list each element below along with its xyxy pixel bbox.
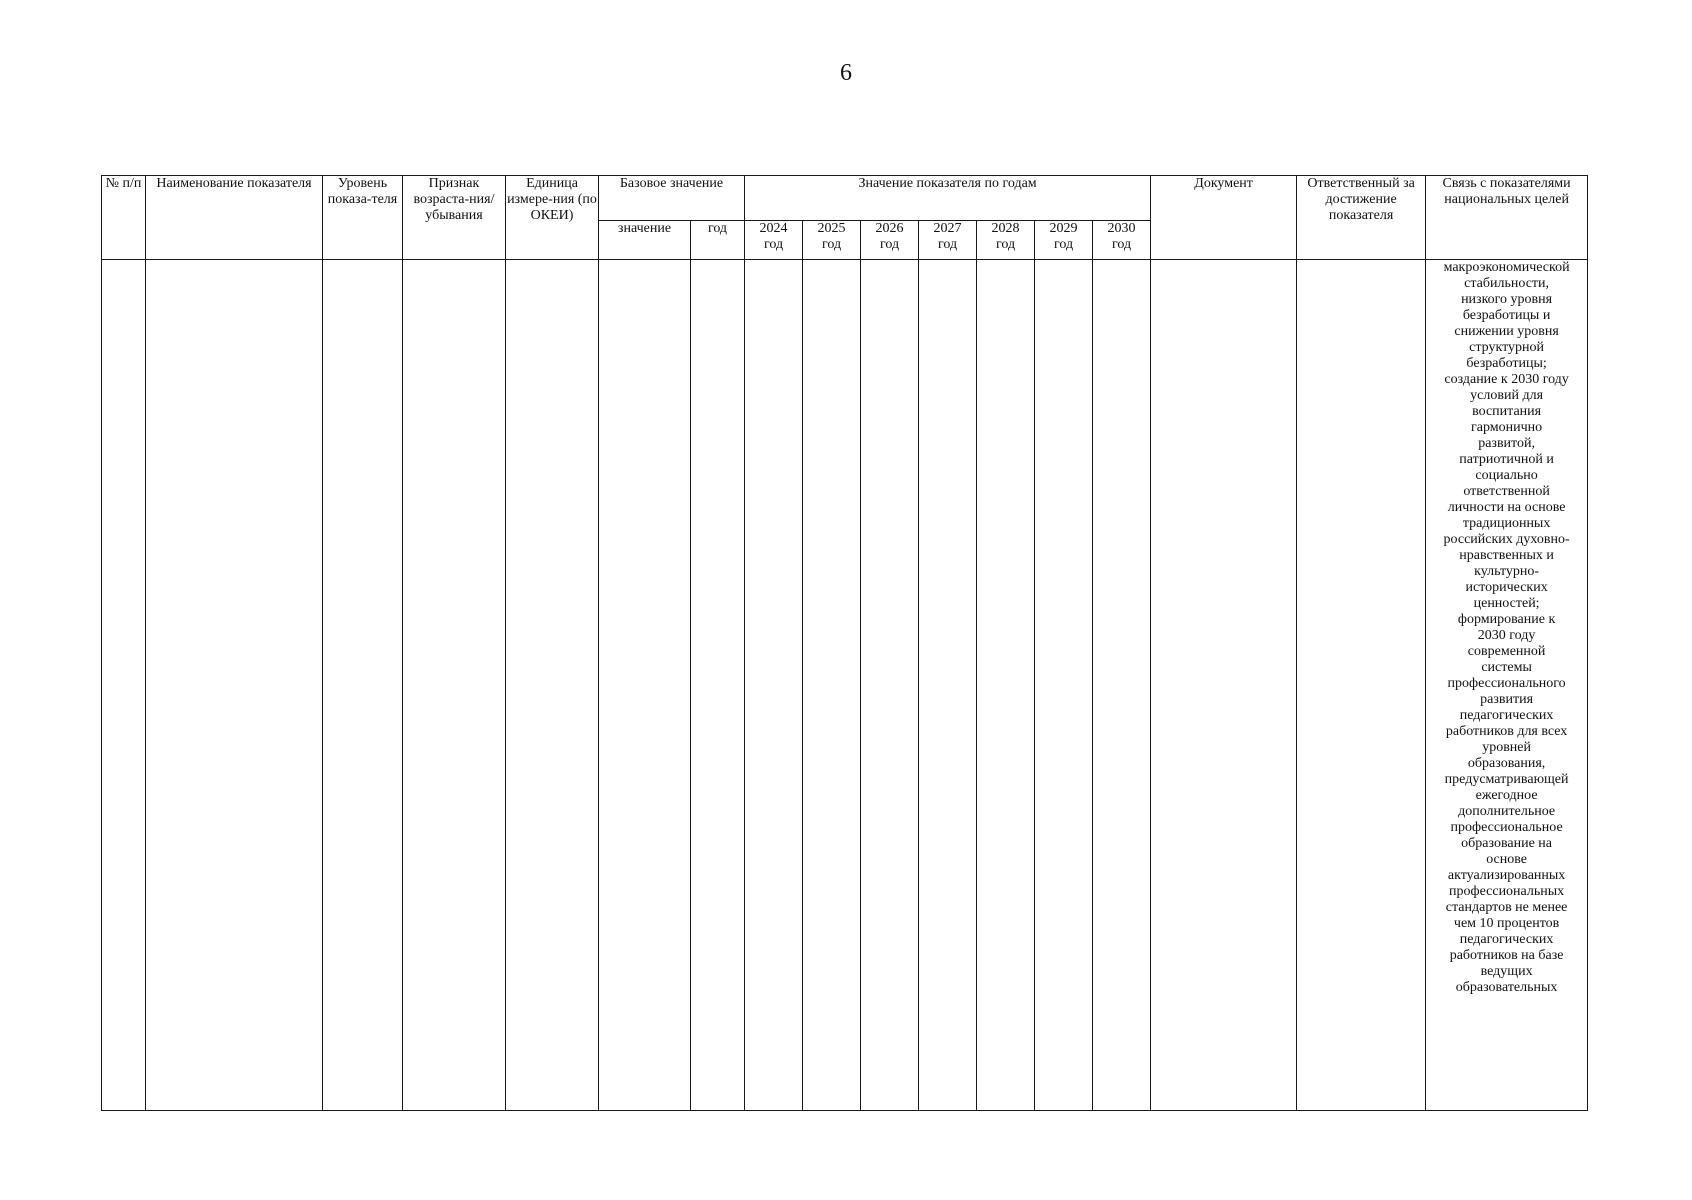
- goal-text-line: образовательных: [1455, 980, 1558, 995]
- header-year-2026: 2026 год: [861, 221, 919, 260]
- header-base-value: значение: [599, 221, 691, 260]
- goal-text-line: педагогических: [1459, 932, 1554, 947]
- goal-text-line: развития: [1480, 692, 1534, 707]
- cell-national-goals-link: [1426, 260, 1588, 1111]
- goal-text-line: безработицы;: [1466, 356, 1547, 371]
- cell-2026: [861, 260, 919, 1111]
- goal-text-line: чем 10 процентов: [1453, 916, 1560, 931]
- header-year-2027: 2027 год: [919, 221, 977, 260]
- goal-text-line: ценностей;: [1473, 596, 1540, 611]
- header-num: № п/п: [102, 176, 146, 260]
- header-name: Наименование показателя: [146, 176, 323, 260]
- goal-text-line: предусматривающей: [1444, 772, 1569, 787]
- goal-text-line: культурно-: [1474, 564, 1540, 579]
- header-year-2028: 2028 год: [977, 221, 1035, 260]
- cell-unit: [506, 260, 599, 1111]
- header-level: Уровень показа-теля: [323, 176, 403, 260]
- goal-text-line: условий для: [1470, 388, 1544, 403]
- cell-2027: [919, 260, 977, 1111]
- header-row-1: [102, 176, 1588, 221]
- goal-text-line: формирование к: [1457, 612, 1556, 627]
- goal-text-line: ведущих: [1480, 964, 1533, 979]
- cell-level: [323, 260, 403, 1111]
- goal-text-line: стабильности,: [1464, 276, 1550, 291]
- goal-text-line: дополнительное: [1458, 804, 1556, 819]
- cell-2024: [745, 260, 803, 1111]
- cell-2028: [977, 260, 1035, 1111]
- goal-text-line: социально: [1475, 468, 1538, 483]
- goal-text-line: педагогических: [1459, 708, 1554, 723]
- goal-text-line: современной: [1467, 644, 1546, 659]
- goal-text-line: безработицы и: [1462, 308, 1551, 323]
- header-unit: Единица измере-ния (по ОКЕИ): [506, 176, 599, 260]
- page-number: 6: [840, 60, 852, 86]
- goal-text-line: ответственной: [1463, 484, 1550, 499]
- goal-text-line: профессионального: [1447, 676, 1566, 691]
- goal-text-line: системы: [1481, 660, 1532, 675]
- goal-text-line: профессиональных: [1449, 884, 1565, 899]
- header-trend: Признак возраста-ния/ убывания: [403, 176, 506, 260]
- goal-text-line: 2030 году: [1477, 628, 1536, 643]
- goal-text-line: стандартов не менее: [1445, 900, 1568, 915]
- header-year-2025: 2025 год: [803, 221, 861, 260]
- goal-text-line: профессиональное: [1450, 820, 1563, 835]
- header-national-goals-link: Связь с показателями национальных целей: [1426, 176, 1588, 260]
- goal-text-line: основе: [1486, 852, 1527, 867]
- goal-text-line: исторических: [1465, 580, 1548, 595]
- goal-text-line: гармонично: [1471, 420, 1543, 435]
- cell-base-year: [691, 260, 745, 1111]
- goal-text-line: патриотичной и: [1459, 452, 1554, 467]
- goal-text-line: нравственных и: [1459, 548, 1554, 563]
- cell-num: [102, 260, 146, 1111]
- cell-2030: [1093, 260, 1151, 1111]
- goal-text-line: образования,: [1467, 756, 1546, 771]
- cell-2029: [1035, 260, 1093, 1111]
- goal-text-line: воспитания: [1472, 404, 1542, 419]
- goal-text-line: макроэкономической: [1443, 260, 1570, 275]
- header-document: Документ: [1151, 176, 1297, 260]
- goal-text-line: работников на базе: [1449, 948, 1564, 963]
- cell-base-value: [599, 260, 691, 1111]
- header-years-group: Значение показателя по годам: [745, 176, 1151, 221]
- header-responsible: Ответственный за достижение показателя: [1297, 176, 1426, 260]
- goal-text-line: ежегодное: [1475, 788, 1538, 803]
- goal-text-line: российских духовно-: [1443, 532, 1570, 547]
- cell-responsible: [1297, 260, 1426, 1111]
- indicators-table: [101, 175, 1588, 1111]
- table-row: [102, 260, 1588, 1111]
- goal-text-line: развитой,: [1478, 436, 1535, 451]
- goal-text-line: личности на основе: [1447, 500, 1566, 515]
- cell-document: [1151, 260, 1297, 1111]
- goal-text-line: структурной: [1469, 340, 1545, 355]
- cell-2025: [803, 260, 861, 1111]
- header-base-year: год: [691, 221, 745, 260]
- goal-text-line: актуализированных: [1447, 868, 1566, 883]
- goal-text-line: низкого уровня: [1461, 292, 1553, 307]
- goal-text-line: создание к 2030 году: [1444, 372, 1569, 387]
- goal-text-line: традиционных: [1462, 516, 1551, 531]
- header-base-group: Базовое значение: [599, 176, 745, 221]
- goal-text-line: работников для всех: [1445, 724, 1568, 739]
- header-year-2030: 2030 год: [1093, 221, 1151, 260]
- goal-text-line: снижении уровня: [1454, 324, 1559, 339]
- cell-trend: [403, 260, 506, 1111]
- header-year-2029: 2029 год: [1035, 221, 1093, 260]
- cell-name: [146, 260, 323, 1111]
- goal-text-line: уровней: [1482, 740, 1531, 755]
- header-year-2024: 2024 год: [745, 221, 803, 260]
- goal-text-line: образование на: [1461, 836, 1553, 851]
